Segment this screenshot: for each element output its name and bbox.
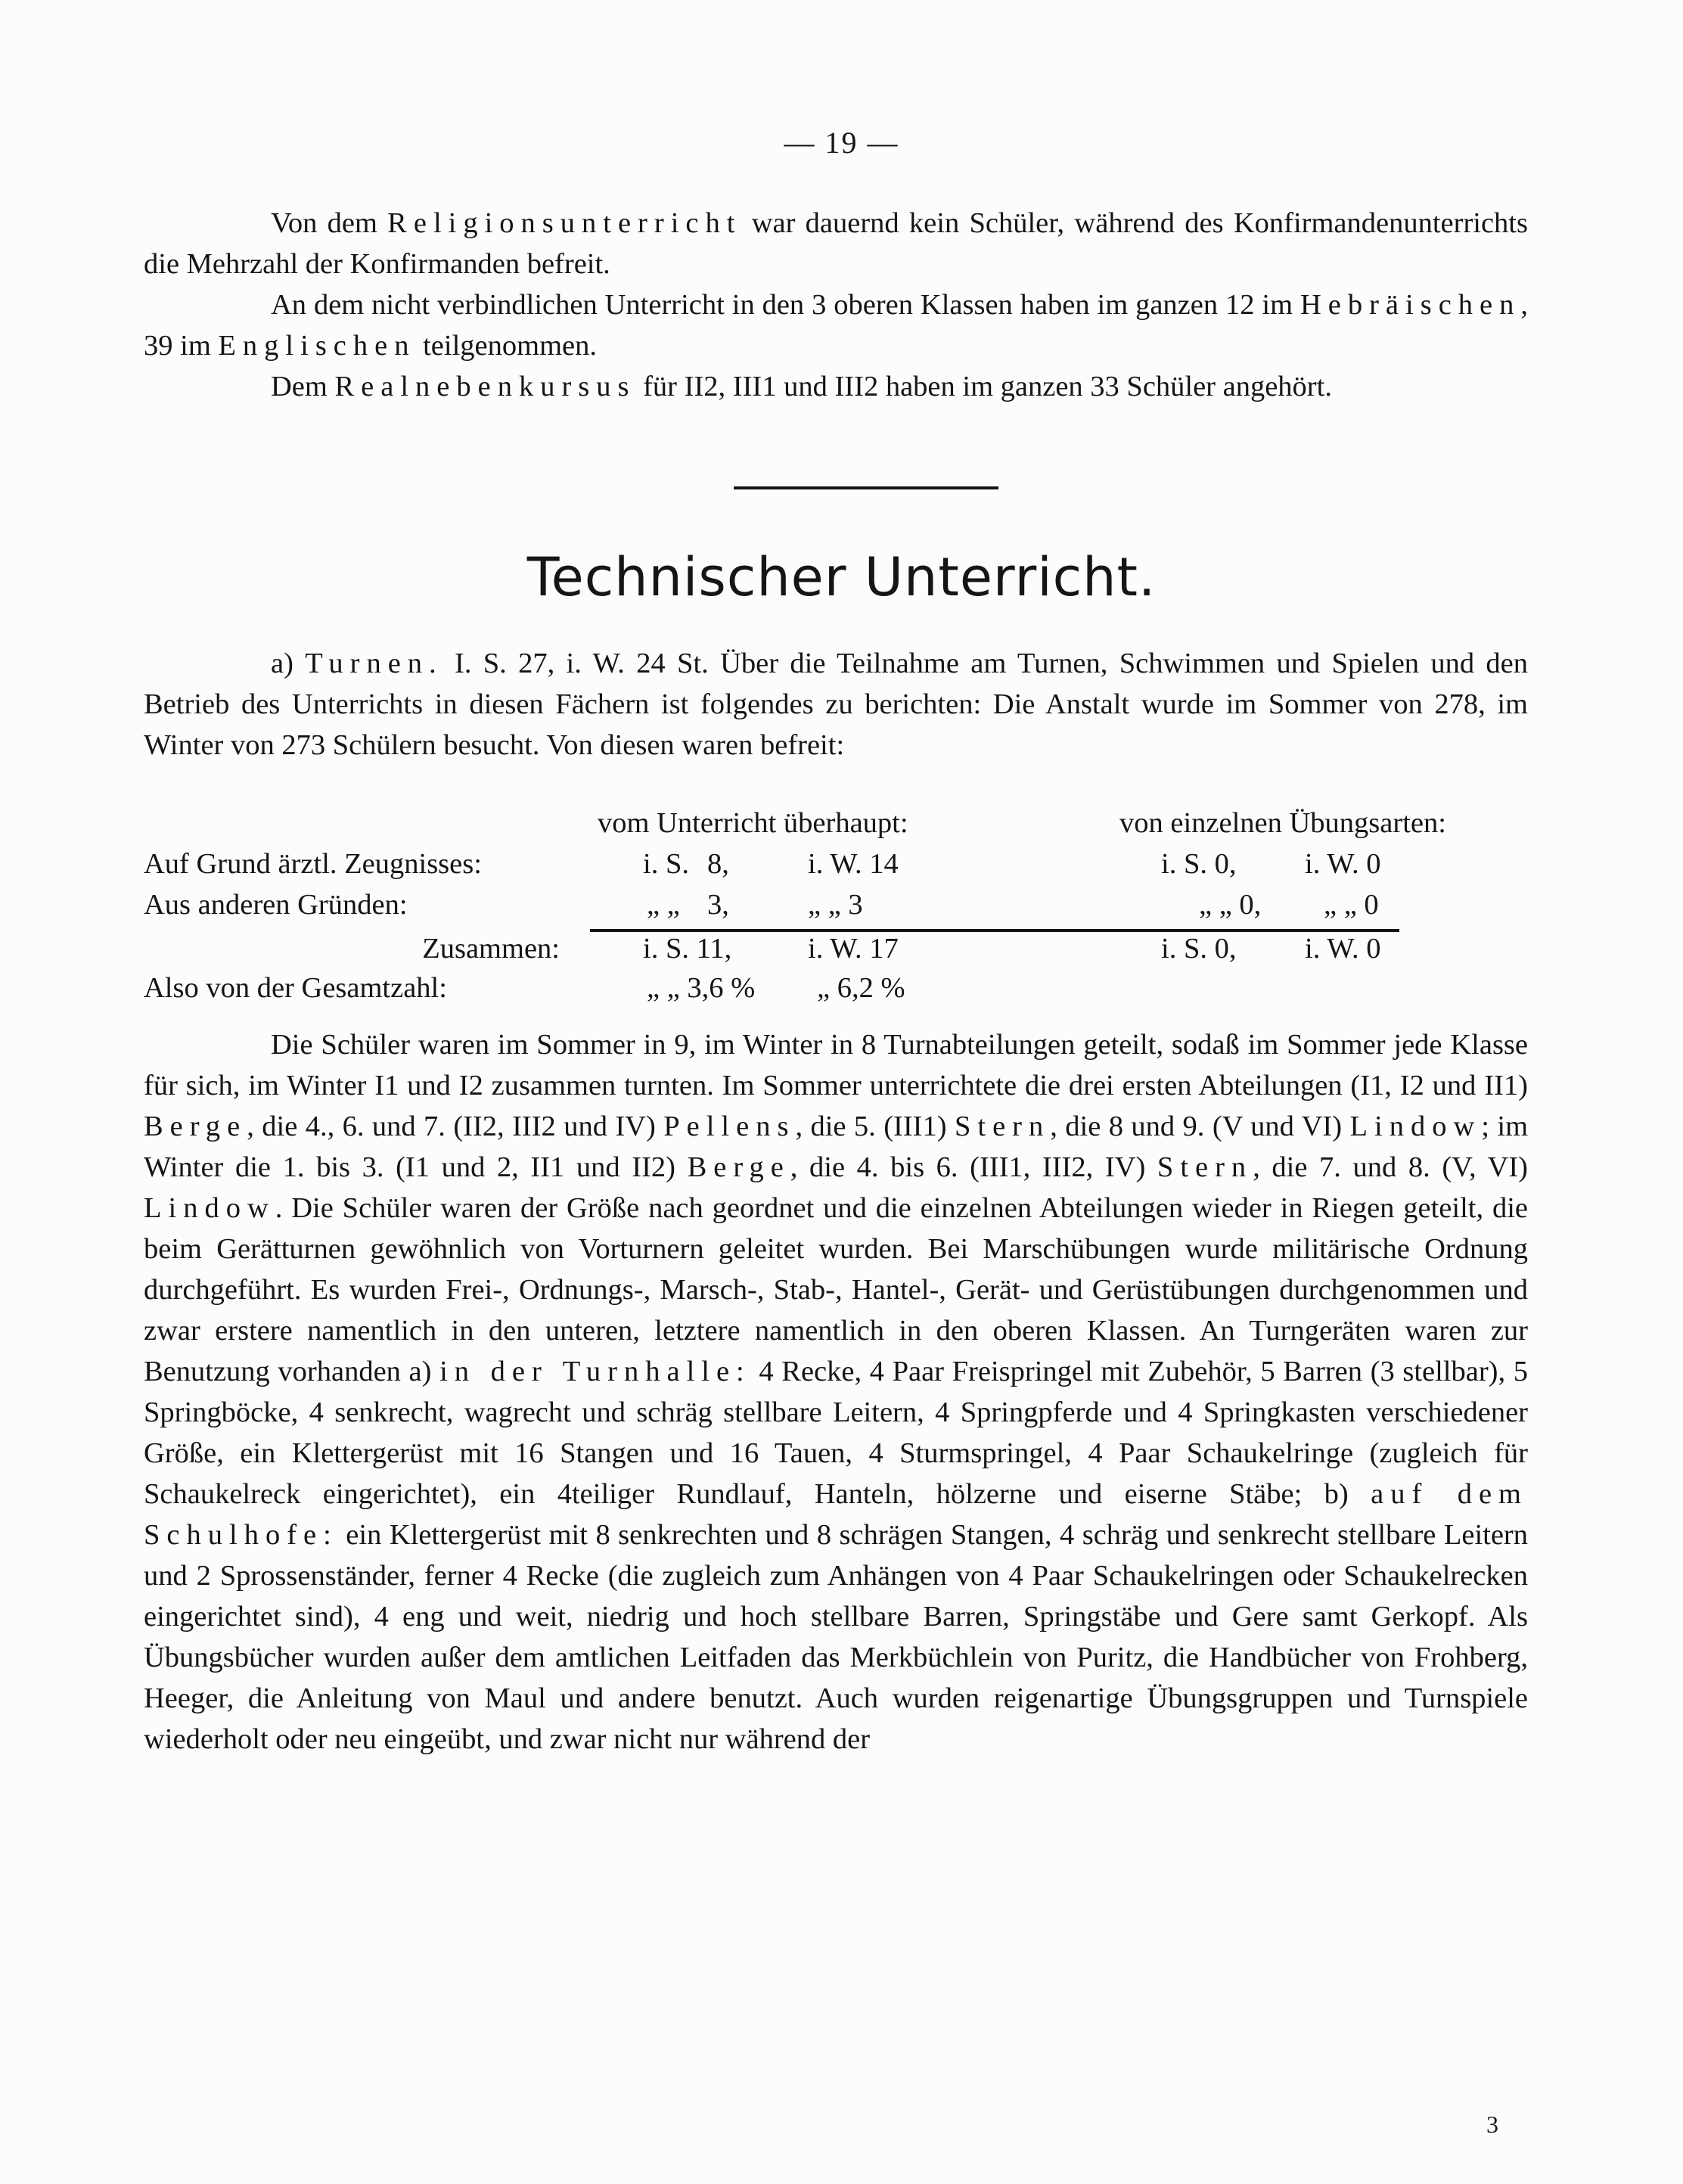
teacher-name: Stern — [954, 1111, 1051, 1142]
teacher-name: Pellens — [663, 1111, 796, 1142]
turnen-body — [144, 1024, 1528, 1760]
teacher-name: Stern — [1157, 1151, 1253, 1183]
section-heading: Technischer Unterricht. — [526, 546, 1157, 608]
section-divider — [734, 486, 998, 489]
page-number: — 19 — — [784, 126, 899, 160]
teacher-name: Lindow — [1349, 1111, 1482, 1142]
spaced-term-realnebenkursus: Realnebenkursus — [334, 371, 636, 402]
table-row: Aus anderen Gründen: „ „ 3, „ „ 3 „ „ 0, „ „ 0 — [144, 889, 1379, 921]
header-individual: von einzelnen Übungsarten: — [1119, 807, 1446, 839]
turnen-paragraph: a) Turnen. I. S. 27, i. W. 24 St. Über die Teilnahme am Turnen, Schwimmen und Spielen und den Betrieb des Unterrichts in diesen Fächern ist folgendes zu berichten: Die Anstalt wurde im Sommer von 278, im Winter von 273 Schülern besucht. Von diesen waren befreit: — [144, 648, 1528, 761]
teacher-name: Berge — [687, 1151, 790, 1183]
realnebenkursus-paragraph: Dem Realnebenkursus für II2, III1 und III2 haben im ganzen 33 Schüler angehört. — [271, 371, 1332, 402]
spaced-term-hebraeisch: Hebräischen — [1300, 289, 1521, 321]
spaced-term-turnhalle: in der Turnhalle: — [439, 1356, 751, 1387]
table-percent-row: Also von der Gesamtzahl: „ „ 3,6 % „ 6,2 % — [144, 972, 905, 1004]
exemption-table — [144, 806, 1528, 1012]
teacher-name: Berge — [144, 1111, 247, 1142]
header-overall: vom Unterricht überhaupt: — [598, 807, 908, 839]
table-row: Auf Grund ärztl. Zeugnisses: i. S. 8, i. W. 14 i. S. 0, i. W. 0 — [144, 848, 1381, 880]
turnen-intro — [144, 643, 1528, 766]
religion-paragraph: Von dem Religionsunterricht war dauernd kein Schüler, während des Konfirmandenunterrichts die Mehrzahl der Konfirmanden befreit. — [144, 207, 1528, 280]
table-header-row — [144, 806, 1528, 847]
spaced-term-turnen: Turnen. — [305, 648, 443, 679]
table-total-row: Zusammen: i. S. 11, i. W. 17 i. S. 0, i. W. 0 — [590, 929, 1399, 971]
spaced-term-religionsunterricht: Religionsunterricht — [387, 207, 742, 239]
spaced-term-schulhofe: auf dem Schulhofe: — [144, 1478, 1528, 1551]
optional-lessons-paragraph: An dem nicht verbindlichen Unterricht in den 3 oberen Klassen haben im ganzen 12 im Hebräischen, 39 im Englischen teilgenommen. — [144, 289, 1528, 362]
teacher-name: Lindow — [144, 1192, 275, 1224]
signature-mark: 3 — [1486, 2111, 1498, 2138]
turnen-details-paragraph: Die Schüler waren im Sommer in 9, im Winter in 8 Turnabteilungen geteilt, sodaß im Sommer jede Klasse für sich, im Winter I1 und I2 zusammen turnten. Im Sommer unterrichtete die drei ersten Abteilungen (I1, I2 und II1) Berge, die 4., 6. und 7. (II2, III2 und IV) Pellens, die 5. (III1) Stern, die 8 und 9. (V und VI) Lindow; im Winter die 1. bis 3. (I1 und 2, II1 und II2) Berge, die 4. bis 6. (III1, III2, IV) Stern, die 7. und 8. (V, VI) Lindow. Die Schüler waren der Größe nach geordnet und die einzelnen Abteilungen wieder in Riegen geteilt, die beim Gerätturnen gewöhnlich von Vorturnern geleitet wurden. Bei Marschübungen wurde militärische Ordnung durchgeführt. Es wurden Frei-, Ordnungs-, Marsch-, Stab-, Hantel-, Gerät- und Gerüstübungen durchgenommen und zwar erstere namentlich in den unteren, letztere namentlich in den oberen Klassen. An Turngeräten waren zur Benutzung vorhanden a) in der Turnhalle: 4 Recke, 4 Paar Freispringel mit Zubehör, 5 Barren (3 stellbar), 5 Springböcke, 4 senkrecht, wagrecht und schräg stellbare Leitern, 4 Springpferde und 4 Springkasten verschiedener Größe, ein Klettergerüst mit 16 Stangen und 16 Tauen, 4 Sturmspringel, 4 Paar Schaukelringe (zugleich für Schaukelreck eingerichtet), ein 4teiliger Rundlauf, Hanteln, hölzerne und eiserne Stäbe; b) auf dem Schulhofe: ein Klettergerüst mit 8 senkrechten und 8 schrägen Stangen, 4 schräg und senkrecht stellbare Leitern und 2 Sprossenständer, ferner 4 Recke (die zugleich zum Anhängen von 4 Paar Schaukelringen oder Schaukelrecken eingerichtet sind), 4 eng und weit, niedrig und hoch stellbare Barren, Springstäbe und Gere samt Gerkopf. Als Übungsbücher wurden außer dem amtlichen Leitfaden das Merkbüchlein von Puritz, die Handbücher von Frohberg, Heeger, die Anleitung von Maul und andere benutzt. Auch wurden reigenartige Übungsgruppen und Turnspiele wiederholt oder neu eingeübt, und zwar nicht nur während der — [144, 1029, 1529, 1755]
intro-section — [144, 203, 1528, 407]
spaced-term-englisch: Englischen — [218, 330, 416, 362]
